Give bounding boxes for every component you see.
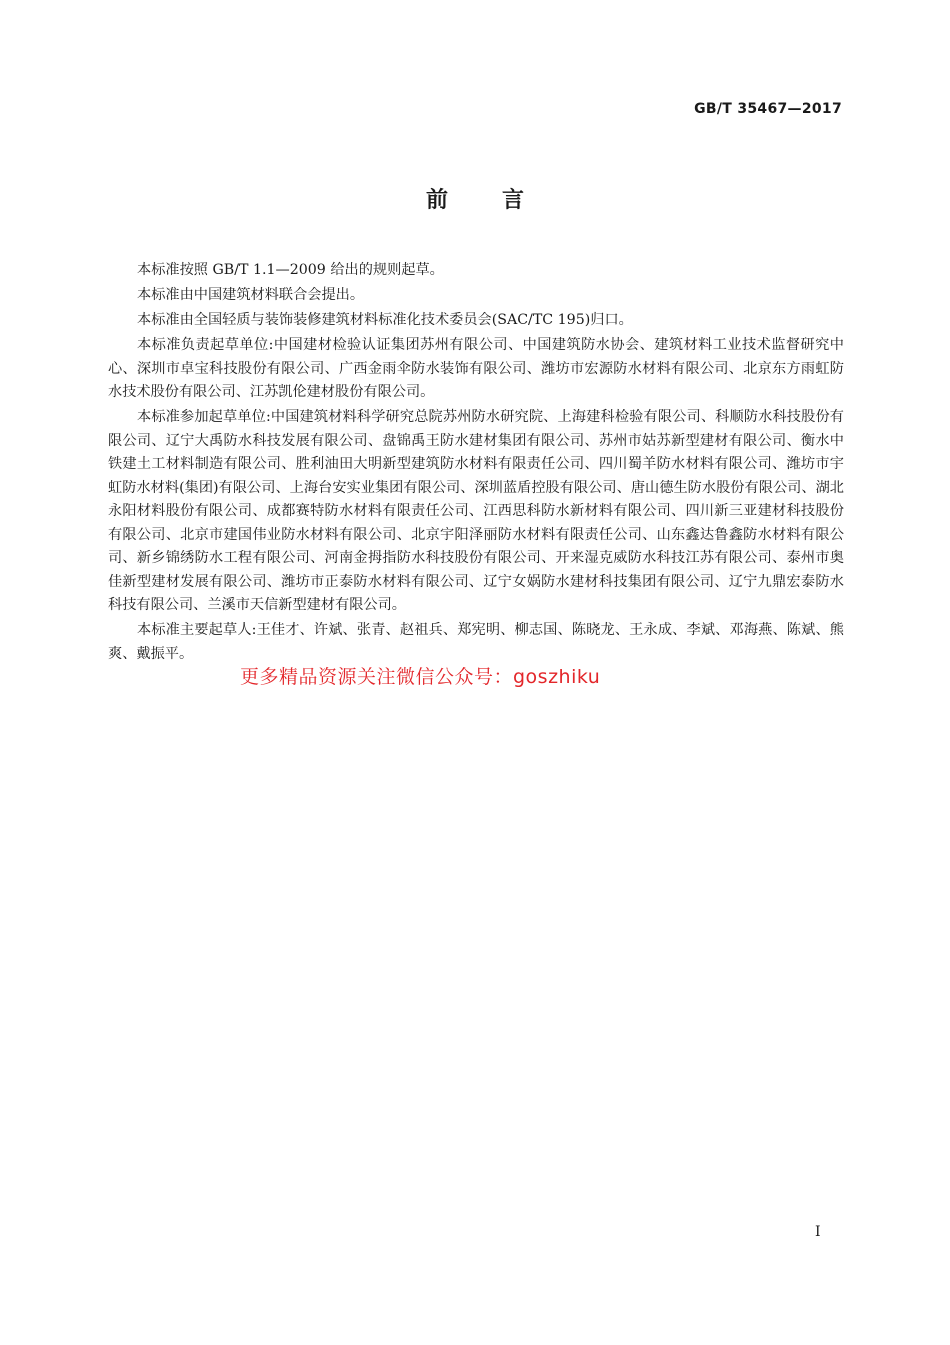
paragraph-participating-drafters: 本标准参加起草单位:中国建筑材料科学研究总院苏州防水研究院、上海建科检验有限公司、科顺防水科技股份有限公司、辽宁大禹防水科技发展有限公司、盘锦禹王防水建材集团有限公司、苏州市姑苏新型建材有限公司、衡水中铁建土工材料制造有限公司、胜利油田大明新型建筑防水材料有限责任公司、四川蜀羊防水材料有限公司、潍坊市宇虹防水材料(集团)有限公司、上海台安实业集团有限公司、深圳蓝盾控股有限公司、唐山德生防水股份有限公司、湖北永阳材料股份有限公司、成都赛特防水材料有限责任公司、江西思科防水新材料有限公司、四川新三亚建材科技股份有限公司、北京市建国伟业防水材料有限公司、北京宇阳泽丽防水材料有限责任公司、山东鑫达鲁鑫防水材料有限公司、新乡锦绣防水工程有限公司、河南金拇指防水科技股份有限公司、开来湿克威防水科技江苏有限公司、泰州市奥佳新型建材发展有限公司、潍坊市正泰防水材料有限公司、辽宁女娲防水建材科技集团有限公司、辽宁九鼎宏泰防水科技有限公司、兰溪市天信新型建材有限公司。	[108, 409, 844, 613]
paragraph-main-drafters: 本标准主要起草人:王佳才、许斌、张青、赵祖兵、郑宪明、柳志国、陈晓龙、王永成、李斌、邓海燕、陈斌、熊爽、戴振平。	[108, 622, 844, 662]
standard-number: GB/T 35467—2017	[694, 101, 842, 117]
page-title: 前言	[425, 188, 578, 213]
paragraph-lead-drafters: 本标准负责起草单位:中国建材检验认证集团苏州有限公司、中国建筑防水协会、建筑材料工业技术监督研究中心、深圳市卓宝科技股份有限公司、广西金雨伞防水装饰有限公司、潍坊市宏源防水材料有限公司、北京东方雨虹防水技术股份有限公司、江苏凯伦建材股份有限公司。	[108, 337, 844, 400]
paragraph-drafting-rules: 本标准按照 GB/T 1.1—2009 给出的规则起草。	[137, 262, 444, 278]
page-number: I	[815, 1224, 821, 1240]
foreword-body	[108, 259, 844, 668]
paragraph-proposer: 本标准由中国建筑材料联合会提出。	[137, 287, 365, 303]
paragraph-committee: 本标准由全国轻质与装饰装修建筑材料标准化技术委员会(SAC/TC 195)归口。	[137, 312, 633, 328]
watermark-overlay: 更多精品资源关注微信公众号：goszhiku	[240, 666, 601, 688]
